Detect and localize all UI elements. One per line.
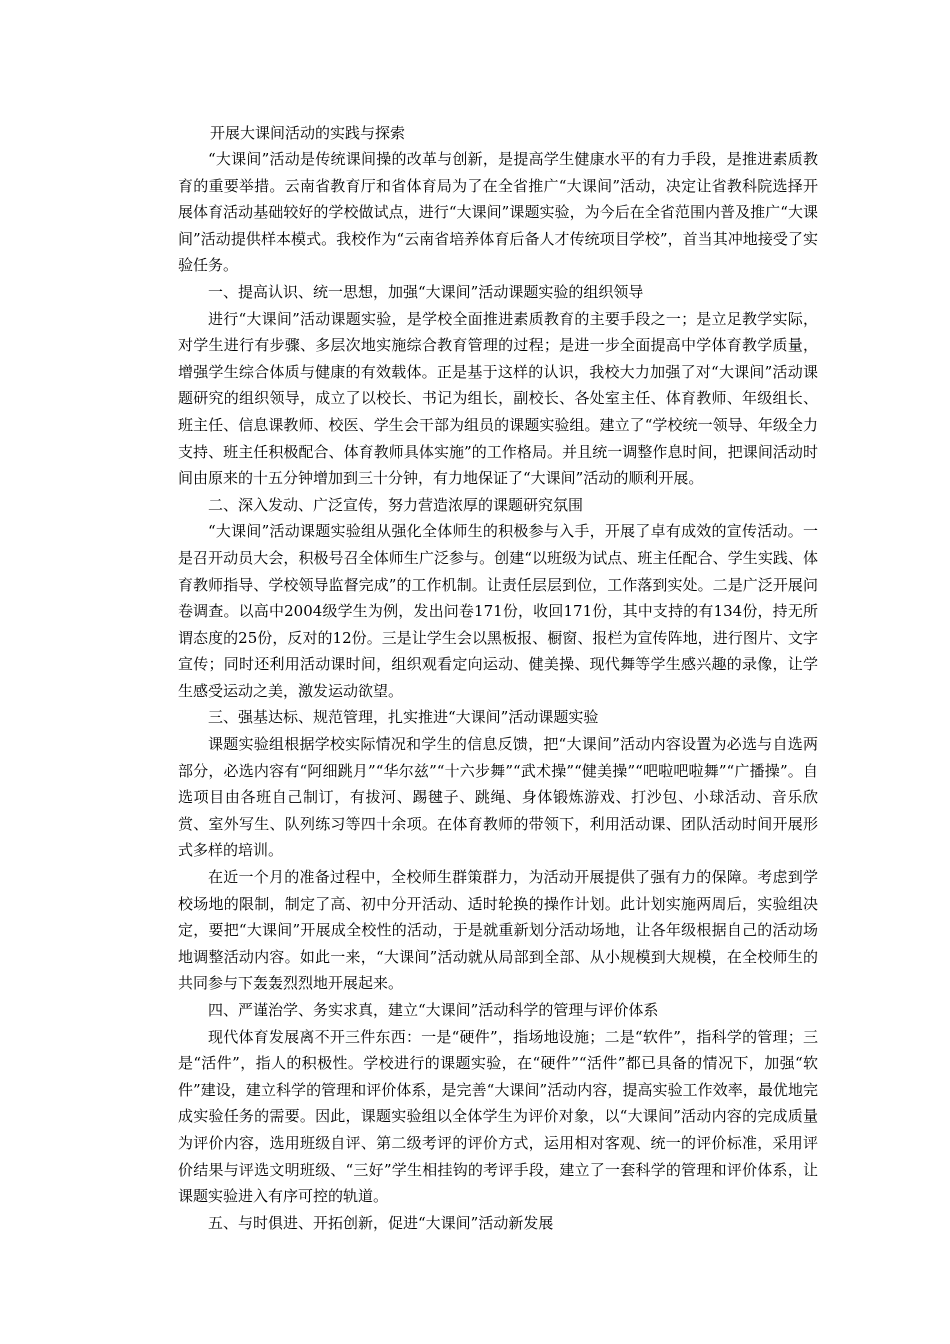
- section-1-paragraph-1: 进行“大课间”活动课题实验，是学校全面推进素质教育的主要手段之一；是立足教学实际，对学生进行有步骤、多层次地实施综合教育管理的过程；是进一步全面提高中学体育教学质量，增强学生综合体质与健康的有效载体。正是基于这样的认识，我校大力加强了对“大课间”活动课题研究的组织领导，成立了以校长、书记为组长，副校长、各处室主任、体育教师、年级组长、班主任、信息课教师、校医、学生会干部为组员的课题实验组。建立了“学校统一领导、年级全力支持、班主任积极配合、体育教师具体实施”的工作格局。并且统一调整作息时间，把课间活动时间由原来的十五分钟增加到三十分钟，有力地保证了“大课间”活动的顺利开展。: [178, 309, 818, 488]
- section-heading-3: 三、强基达标、规范管理，扎实推进“大课间”活动课题实验: [208, 708, 599, 727]
- document-page: [178, 120, 818, 1236]
- section-3-paragraph-2: 在近一个月的准备过程中，全校师生群策群力，为活动开展提供了强有力的保障。考虑到学校场地的限制，制定了高、初中分开活动、适时轮换的操作计划。此计划实施两周后，实验组决定，要把“大课间”开展成全校性的活动，于是就重新划分活动场地，让各年级根据自己的活动场地调整活动内容。如此一来，“大课间”活动就从局部到全部、从小规模到大规模，在全校师生的共同参与下轰轰烈烈地开展起来。: [178, 868, 818, 993]
- document-title: 开展大课间活动的实践与探索: [210, 124, 406, 142]
- section-heading-5: 五、与时俱进、开拓创新，促进“大课间”活动新发展: [208, 1213, 554, 1232]
- section-heading-2: 二、深入发动、广泛宣传，努力营造浓厚的课题研究氛围: [208, 495, 584, 514]
- section-3-paragraph-1: 课题实验组根据学校实际情况和学生的信息反馈，把“大课间”活动内容设置为必选与自选两部分，必选内容有“阿细跳月”“华尔兹”“十六步舞”“武术操”“健美操”“吧啦吧啦舞”“广播操”。自选项目由各班自己制订，有拔河、踢毽子、跳绳、身体锻炼游戏、打沙包、小球活动、音乐欣赏、室外写生、队列练习等四十余项。在体育教师的带领下，利用活动课、团队活动时间开展形式多样的培训。: [178, 735, 818, 860]
- section-heading-4: 四、严谨治学、务实求真，建立“大课间”活动科学的管理与评价体系: [208, 1001, 659, 1019]
- section-4-paragraph-1: 现代体育发展离不开三件东西：一是“硬件”，指场地设施；二是“软件”，指科学的管理；三是“活件”，指人的积极性。学校进行的课题实验，在“硬件”“活件”都已具备的情况下，加强“软件”建设，建立科学的管理和评价体系，是完善“大课间”活动内容，提高实验工作效率，最优地完成实验任务的需要。因此，课题实验组以全体学生为评价对象，以“大课间”活动内容的完成质量为评价内容，选用班级自评、第二级考评的评价方式，运用相对客观、统一的评价标准，采用评价结果与评选文明班级、“三好”学生相挂钩的考评手段，建立了一套科学的管理和评价体系，让课题实验进入有序可控的轨道。: [178, 1027, 818, 1206]
- intro-paragraph: “大课间”活动是传统课间操的改革与创新，是提高学生健康水平的有力手段，是推进素质教育的重要举措。云南省教育厅和省体育局为了在全省推广“大课间”活动，决定让省教科院选择开展体育活动基础较好的学校做试点，进行“大课间”课题实验，为今后在全省范围内普及推广“大课间”活动提供样本模式。我校作为“云南省培养体育后备人才传统项目学校”，首当其冲地接受了实验任务。: [178, 150, 818, 275]
- section-heading-1: 一、提高认识、统一思想，加强“大课间”活动课题实验的组织领导: [208, 282, 644, 301]
- section-2-paragraph-1: “大课间”活动课题实验组从强化全体师生的积极参与入手，开展了卓有成效的宣传活动。一是召开动员大会，积极号召全体师生广泛参与。创建“以班级为试点、班主任配合、学生实践、体育教师指导、学校领导监督完成”的工作机制。让责任层层到位，工作落到实处。二是广泛开展问卷调查。以高中2004级学生为例，发出问卷171份，收回171份，其中支持的有134份，持无所谓态度的25份，反对的12份。三是让学生会以黑板报、橱窗、报栏为宣传阵地，进行图片、文字宣传；同时还利用活动课时间，组织观看定向运动、健美操、现代舞等学生感兴趣的录像，让学生感受运动之美，激发运动欲望。: [178, 522, 818, 700]
